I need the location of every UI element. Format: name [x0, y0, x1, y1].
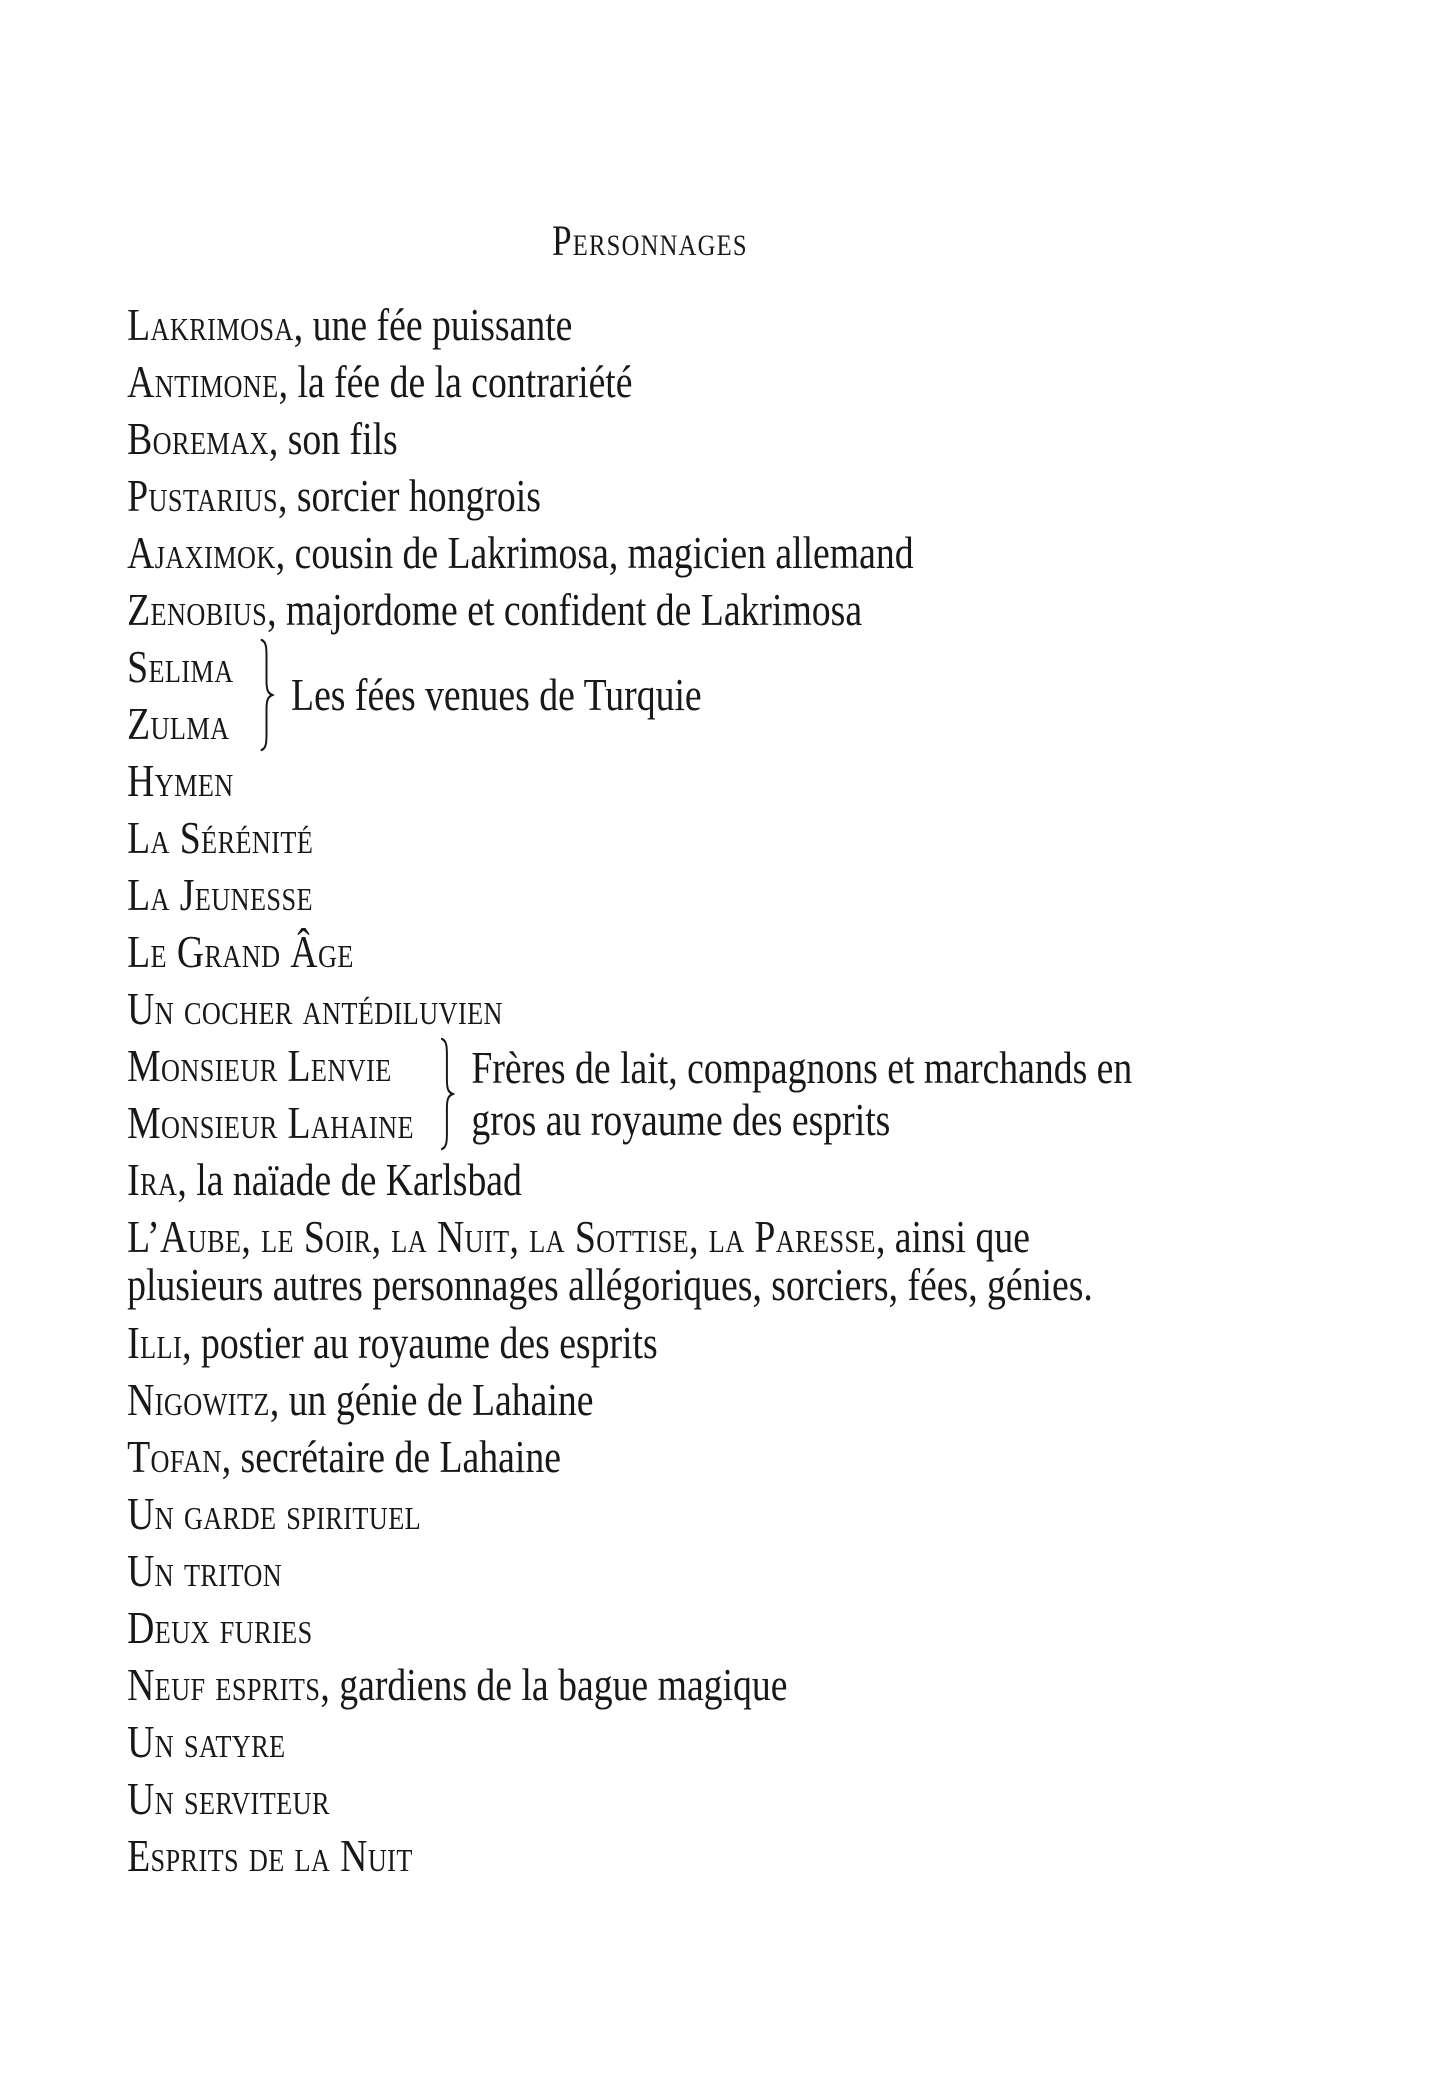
character-name: Monsieur Lenvie [127, 1040, 392, 1091]
cast-item [127, 1827, 1173, 1884]
character-name: Un triton [127, 1545, 283, 1596]
character-description: , cousin de Lakrimosa, magicien allemand [275, 527, 914, 578]
character-description: , postier au royaume des esprits [182, 1317, 658, 1368]
cast-item [127, 923, 1173, 980]
character-name: Un garde spirituel [127, 1488, 422, 1539]
character-name: Antimone [127, 356, 279, 407]
cast-item [127, 581, 1173, 638]
character-name: La Jeunesse [127, 869, 313, 920]
cast-item [127, 1656, 1173, 1713]
group-description-line: Les fées venues de Turquie [291, 669, 702, 720]
character-name: L’Aube, le Soir, la Nuit, la Sottise, la Paresse [127, 1211, 876, 1262]
cast-group [127, 1037, 1173, 1151]
cast-item [127, 1770, 1173, 1827]
cast-item [127, 1428, 1173, 1485]
character-name: Zenobius [127, 584, 268, 635]
cast-item [127, 1542, 1173, 1599]
character-name: Esprits de la Nuit [127, 1830, 413, 1881]
character-name: Illi [127, 1317, 183, 1368]
character-name: Monsieur Lahaine [127, 1097, 414, 1148]
character-name: Neuf esprits [127, 1659, 321, 1710]
character-name: Deux furies [127, 1602, 313, 1653]
character-description: , ainsi que [875, 1211, 1030, 1262]
group-names [127, 1037, 414, 1151]
cast-item [127, 1485, 1173, 1542]
character-description: , gardiens de la bague magique [320, 1659, 788, 1710]
group-description [291, 669, 702, 721]
right-brace-icon [439, 1037, 455, 1151]
cast-item [127, 752, 1173, 809]
cast-item [127, 1151, 1173, 1208]
cast-item [127, 296, 1173, 353]
character-description: plusieurs autres personnages allégoriques, sorciers, fées, génies. [127, 1259, 1093, 1310]
character-name: Ajaximok [127, 527, 276, 578]
cast-item [127, 1599, 1173, 1656]
cast-item [127, 980, 1173, 1037]
character-name: Hymen [127, 755, 234, 806]
character-name: Le Grand Âge [127, 926, 354, 977]
group-description-line: Frères de lait, compagnons et marchands en [471, 1042, 1133, 1093]
cast-line [127, 1213, 1173, 1261]
character-name: Boremax [127, 413, 269, 464]
cast-item [127, 1371, 1173, 1428]
character-description: , sorcier hongrois [277, 470, 541, 521]
character-description: , la naïade de Karlsbad [177, 1154, 522, 1205]
character-description: , son fils [268, 413, 398, 464]
cast-item [127, 467, 1173, 524]
character-description: , la fée de la contrariété [278, 356, 633, 407]
character-name: Nigowitz [127, 1374, 270, 1425]
character-name: Ira [127, 1154, 178, 1205]
character-description: , un génie de Lahaine [269, 1374, 594, 1425]
character-name: Un cocher antédiluvien [127, 983, 503, 1034]
character-name: La Sérénité [127, 812, 314, 863]
character-name: Un serviteur [127, 1773, 330, 1824]
character-name: Pustarius [127, 470, 278, 521]
character-description: , une fée puissante [293, 299, 573, 350]
cast-line [127, 1261, 1173, 1309]
cast-item [127, 809, 1173, 866]
character-name: Tofan [127, 1431, 222, 1482]
character-name: Zulma [127, 698, 230, 749]
group-description [471, 1042, 1132, 1146]
cast-item [127, 1213, 1173, 1309]
page-title: Personnages [551, 218, 748, 265]
character-description: , secrétaire de Lahaine [221, 1431, 561, 1482]
cast-item [127, 524, 1173, 581]
cast-item [127, 353, 1173, 410]
cast-item [127, 1713, 1173, 1770]
group-description-line: gros au royaume des esprits [471, 1094, 891, 1145]
right-brace-icon [258, 638, 274, 752]
character-name: Un satyre [127, 1716, 286, 1767]
character-name: Selima [127, 641, 234, 692]
cast-item [127, 1314, 1173, 1371]
character-name: Lakrimosa [127, 299, 294, 350]
cast-item [127, 410, 1173, 467]
character-description: , majordome et confident de Lakrimosa [267, 584, 863, 635]
group-names [127, 638, 234, 752]
cast-item [127, 866, 1173, 923]
cast-group [127, 638, 1173, 752]
